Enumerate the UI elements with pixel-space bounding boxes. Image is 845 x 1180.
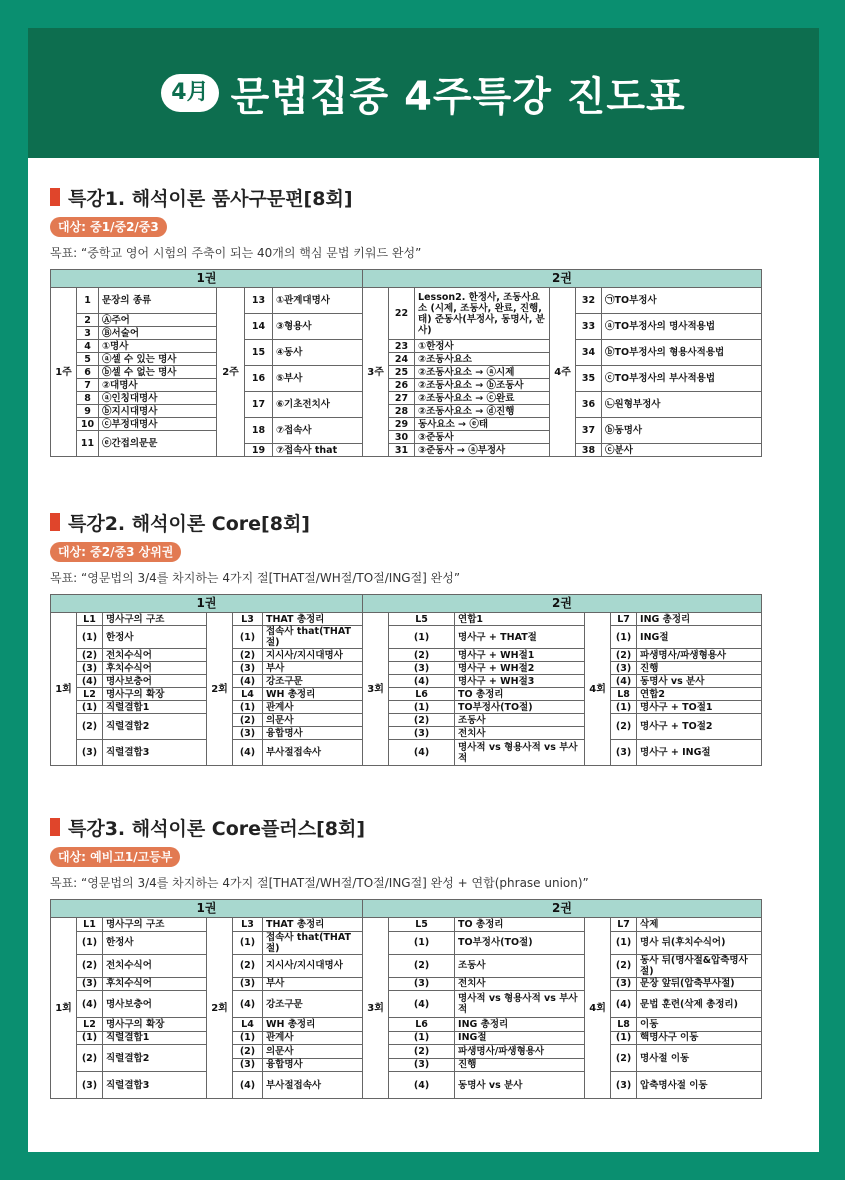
item-number: (4) (233, 991, 263, 1018)
item-number: 5 (77, 353, 99, 366)
item-number: 4 (77, 340, 99, 353)
table-row (51, 701, 762, 714)
item-text: 명사구 + THAT절 (455, 626, 585, 649)
item-number: (4) (389, 740, 455, 766)
item-text: 진행 (637, 662, 762, 675)
item-text: 명사구 + ING절 (637, 740, 762, 766)
item-number: 26 (389, 379, 415, 392)
item-text: ⓒTO부정사의 부사적용법 (602, 366, 762, 392)
item-number: 25 (389, 366, 415, 379)
item-number: 11 (77, 431, 99, 457)
item-text: TO 총정리 (455, 688, 585, 701)
item-number: L6 (389, 688, 455, 701)
schedule-table-1 (50, 269, 762, 457)
item-text: ⓐTO부정사의 명사적용법 (602, 314, 762, 340)
item-text: ⑦접속사 (273, 418, 363, 444)
item-number: (1) (77, 701, 103, 714)
item-number: (3) (611, 977, 637, 991)
table-row (51, 1045, 762, 1059)
item-text: 명사구 + WH절2 (455, 662, 585, 675)
item-text: ⓑTO부정사의 형용사적용법 (602, 340, 762, 366)
item-text: 명사구 + WH절1 (455, 649, 585, 662)
item-number: (1) (233, 931, 263, 954)
item-number: (4) (233, 675, 263, 688)
item-text: 명사절 이동 (637, 1045, 762, 1072)
item-number: 1 (77, 288, 99, 314)
item-number: (2) (233, 954, 263, 977)
item-text: 명사보충어 (103, 991, 207, 1018)
item-text: 동명사 vs 분사 (455, 1072, 585, 1099)
item-number: 30 (389, 431, 415, 444)
item-number: 24 (389, 353, 415, 366)
item-number: (2) (77, 714, 103, 740)
item-number: 32 (576, 288, 602, 314)
schedule-table-3 (50, 899, 762, 1099)
item-text: 후치수식어 (103, 977, 207, 991)
item-number: 29 (389, 418, 415, 431)
item-number: (4) (233, 1072, 263, 1099)
item-text: 강조구문 (263, 675, 363, 688)
schedule-table-2 (50, 594, 762, 766)
book-1-header: 1권 (51, 595, 363, 613)
page-header (28, 28, 819, 158)
item-text: THAT 총정리 (263, 918, 363, 932)
item-text: 명사구 + TO절2 (637, 714, 762, 740)
item-number: 10 (77, 418, 99, 431)
item-number: L1 (77, 613, 103, 626)
item-number: (4) (233, 740, 263, 766)
month-badge: 4月 (161, 74, 218, 112)
item-text: 명사구의 확장 (103, 688, 207, 701)
item-number: (2) (611, 714, 637, 740)
item-number: L3 (233, 918, 263, 932)
item-text: 관계사 (263, 1031, 363, 1045)
item-text: 동사 뒤(명사절&압축명사절) (637, 954, 762, 977)
table-row (51, 931, 762, 954)
item-text: 관계사 (263, 701, 363, 714)
item-text: Ⓐ주어 (99, 314, 217, 327)
item-text: 파생명사/파생형용사 (455, 1045, 585, 1059)
week-label: 2회 (207, 613, 233, 766)
table-row (51, 392, 762, 405)
item-text: 진행 (455, 1058, 585, 1072)
book-2-header: 2권 (363, 900, 762, 918)
item-number: (3) (233, 977, 263, 991)
table-row (51, 1031, 762, 1045)
item-text: ③준동사 (415, 431, 550, 444)
item-text: 후치수식어 (103, 662, 207, 675)
table-row (51, 688, 762, 701)
item-text: ING절 (637, 626, 762, 649)
item-text: ⓒ부정대명사 (99, 418, 217, 431)
table-row (51, 662, 762, 675)
item-number: (1) (77, 931, 103, 954)
section-2 (50, 510, 762, 766)
item-number: (2) (77, 649, 103, 662)
item-text: ⓑ동명사 (602, 418, 762, 444)
week-label: 3주 (363, 288, 389, 457)
item-number: (1) (389, 701, 455, 714)
item-number: L5 (389, 918, 455, 932)
item-text: 명사구 + TO절1 (637, 701, 762, 714)
item-text: 직렬결합3 (103, 1072, 207, 1099)
item-text: 문법 훈련(삭제 총정리) (637, 991, 762, 1018)
item-number: (1) (389, 931, 455, 954)
table-header-row (51, 595, 762, 613)
item-text: 명사구의 확장 (103, 1018, 207, 1032)
table-row (51, 1072, 762, 1086)
target-badge: 대상: 중2/중3 상위권 (50, 542, 181, 562)
item-number: L2 (77, 1018, 103, 1032)
bookmark-icon (50, 818, 60, 836)
item-text: ⓐ인칭대명사 (99, 392, 217, 405)
item-text: ②조동사요소 → ⓓ진행 (415, 405, 550, 418)
item-number: 16 (245, 366, 273, 392)
item-text: ③준동사 → ⓐ부정사 (415, 444, 550, 457)
item-text: 의문사 (263, 1045, 363, 1059)
item-text: Lesson2. 한정사, 조동사요소 (시제, 조동사, 완료, 진행, 태) 준동사(부정사, 동명사, 분사) (415, 288, 550, 340)
table-row (51, 918, 762, 932)
item-text: ①명사 (99, 340, 217, 353)
item-number: (3) (77, 977, 103, 991)
item-number: L7 (611, 918, 637, 932)
item-text: ⓒ분사 (602, 444, 762, 457)
item-number: (1) (389, 1031, 455, 1045)
item-text: 접속사 that(THAT절) (263, 931, 363, 954)
item-text: 명사구의 구조 (103, 613, 207, 626)
item-number: 34 (576, 340, 602, 366)
item-number: 6 (77, 366, 99, 379)
item-number: 33 (576, 314, 602, 340)
item-number: (1) (77, 1031, 103, 1045)
item-text: ②조동사요소 → ⓑ조동사 (415, 379, 550, 392)
item-number: (4) (389, 1072, 455, 1099)
table-row (51, 613, 762, 626)
item-text: 문장 앞뒤(압축부사절) (637, 977, 762, 991)
goal-text: 목표: “영문법의 3/4를 차지하는 4가지 절[THAT절/WH절/TO절/ING절] 완성 + 연합(phrase union)” (50, 876, 589, 890)
item-number: 13 (245, 288, 273, 314)
item-text: 삭제 (637, 918, 762, 932)
item-text: 부사 (263, 662, 363, 675)
item-text: 의문사 (263, 714, 363, 727)
item-number: (4) (77, 675, 103, 688)
item-text: ⓑ셀 수 없는 명사 (99, 366, 217, 379)
week-label: 1회 (51, 613, 77, 766)
section-title-text: 특강1. 해석이론 품사구문편[8회] (68, 187, 353, 210)
item-text: 핵명사구 이동 (637, 1031, 762, 1045)
item-number: L7 (611, 613, 637, 626)
item-text: 동사요소 → ⓔ태 (415, 418, 550, 431)
item-number: 14 (245, 314, 273, 340)
item-text: 전치사 (455, 977, 585, 991)
section-3-title (50, 815, 762, 839)
item-text: 강조구문 (263, 991, 363, 1018)
table-row (51, 954, 762, 977)
item-number: (1) (611, 701, 637, 714)
item-number: L8 (611, 1018, 637, 1032)
item-text: 직렬결합3 (103, 740, 207, 766)
item-number: L5 (389, 613, 455, 626)
week-label: 3회 (363, 613, 389, 766)
item-text: WH 총정리 (263, 688, 363, 701)
table-row (51, 340, 762, 353)
item-number: (2) (233, 714, 263, 727)
item-text: THAT 총정리 (263, 613, 363, 626)
item-number: (3) (389, 977, 455, 991)
item-number: (1) (389, 626, 455, 649)
item-text: 문장의 종류 (99, 288, 217, 314)
item-text: 명사보충어 (103, 675, 207, 688)
item-text: 한정사 (103, 931, 207, 954)
item-number: (2) (389, 954, 455, 977)
item-text: 명사구의 구조 (103, 918, 207, 932)
item-text: 명사 뒤(후치수식어) (637, 931, 762, 954)
item-number: (3) (389, 1058, 455, 1072)
book-1-header: 1권 (51, 900, 363, 918)
item-number: (2) (611, 1045, 637, 1072)
table-row (51, 288, 762, 301)
section-2-title (50, 510, 762, 534)
item-text: ⓔ간접의문문 (99, 431, 217, 457)
item-text: 전치사 (455, 727, 585, 740)
item-number: 27 (389, 392, 415, 405)
item-text: 연합1 (455, 613, 585, 626)
item-text: ING절 (455, 1031, 585, 1045)
item-number: 36 (576, 392, 602, 418)
item-text: ④동사 (273, 340, 363, 366)
item-text: WH 총정리 (263, 1018, 363, 1032)
item-text: 지시사/지시대명사 (263, 649, 363, 662)
item-number: 28 (389, 405, 415, 418)
table-row (51, 1018, 762, 1032)
item-text: 조동사 (455, 714, 585, 727)
item-text: ②조동사요소 → ⓒ완료 (415, 392, 550, 405)
item-number: (3) (233, 1058, 263, 1072)
item-number: (2) (389, 649, 455, 662)
item-number: 15 (245, 340, 273, 366)
item-number: (1) (611, 1031, 637, 1045)
section-title-text: 특강2. 해석이론 Core[8회] (68, 512, 310, 535)
item-number: (1) (611, 931, 637, 954)
item-text: 부사 (263, 977, 363, 991)
item-number: (1) (77, 626, 103, 649)
item-number: L6 (389, 1018, 455, 1032)
item-number: (2) (233, 1045, 263, 1059)
target-badge: 대상: 예비고1/고등부 (50, 847, 180, 867)
table-row (51, 977, 762, 991)
week-label: 4회 (585, 613, 611, 766)
item-text: 한정사 (103, 626, 207, 649)
item-number: 35 (576, 366, 602, 392)
section-1-title (50, 185, 762, 209)
item-number: 23 (389, 340, 415, 353)
goal-text: 목표: “중학교 영어 시험의 주축이 되는 40개의 핵심 문법 키워드 완성” (50, 246, 422, 260)
table-row (51, 418, 762, 431)
item-text: 직렬결합1 (103, 701, 207, 714)
page-title: 문법집중 4주특강 진도표 (230, 73, 686, 120)
item-text: 부사절접속사 (263, 1072, 363, 1099)
item-number: 3 (77, 327, 99, 340)
item-number: (3) (611, 662, 637, 675)
table-row (51, 991, 762, 1005)
item-number: (4) (611, 991, 637, 1018)
item-number: (1) (233, 626, 263, 649)
table-row (51, 366, 762, 379)
item-text: 융합명사 (263, 727, 363, 740)
item-text: ⑤부사 (273, 366, 363, 392)
table-row (51, 714, 762, 727)
goal-text: 목표: “영문법의 3/4를 차지하는 4가지 절[THAT절/WH절/TO절/ING절] 완성” (50, 571, 461, 585)
week-label: 2주 (217, 288, 245, 457)
week-label: 4회 (585, 918, 611, 1099)
item-text: 지시사/지시대명사 (263, 954, 363, 977)
item-text: ①한정사 (415, 340, 550, 353)
item-number: 38 (576, 444, 602, 457)
item-number: (3) (611, 1072, 637, 1099)
item-text: 동명사 vs 분사 (637, 675, 762, 688)
item-number: (4) (389, 991, 455, 1018)
week-label: 1주 (51, 288, 77, 457)
book-2-header: 2권 (363, 595, 762, 613)
section-title-text: 특강3. 해석이론 Core플러스[8회] (68, 817, 366, 840)
item-number: (1) (233, 701, 263, 714)
item-number: (3) (77, 662, 103, 675)
table-row (51, 626, 762, 649)
book-2-header: 2권 (363, 270, 762, 288)
item-text: 명사적 vs 형용사적 vs 부사적 (455, 991, 585, 1018)
book-1-header: 1권 (51, 270, 363, 288)
table-row (51, 740, 762, 753)
bookmark-icon (50, 188, 60, 206)
item-number: (2) (389, 714, 455, 727)
item-number: 37 (576, 418, 602, 444)
item-text: 접속사 that(THAT절) (263, 626, 363, 649)
item-number: (4) (611, 675, 637, 688)
item-number: L4 (233, 688, 263, 701)
item-number: 2 (77, 314, 99, 327)
item-text: 명사구 + WH절3 (455, 675, 585, 688)
item-text: TO부정사(TO절) (455, 931, 585, 954)
week-label: 4주 (550, 288, 576, 457)
item-number: 18 (245, 418, 273, 444)
item-number: 7 (77, 379, 99, 392)
item-number: 22 (389, 288, 415, 340)
item-number: (3) (233, 727, 263, 740)
table-row (51, 649, 762, 662)
item-number: (3) (389, 727, 455, 740)
item-number: (2) (611, 954, 637, 977)
item-text: 이동 (637, 1018, 762, 1032)
item-text: ①관계대명사 (273, 288, 363, 314)
item-number: 17 (245, 392, 273, 418)
week-label: 3회 (363, 918, 389, 1099)
item-number: 9 (77, 405, 99, 418)
item-text: ⓐ셀 수 있는 명사 (99, 353, 217, 366)
item-number: L3 (233, 613, 263, 626)
section-1 (50, 185, 762, 457)
item-text: ⑦접속사 that (273, 444, 363, 457)
item-number: (3) (611, 740, 637, 766)
item-text: 조동사 (455, 954, 585, 977)
item-text: ②조동사요소 → ⓐ시제 (415, 366, 550, 379)
target-badge: 대상: 중1/중2/중3 (50, 217, 167, 237)
item-text: ③형용사 (273, 314, 363, 340)
item-text: ②대명사 (99, 379, 217, 392)
item-number: L4 (233, 1018, 263, 1032)
item-text: ㉠TO부정사 (602, 288, 762, 314)
item-text: ②조동사요소 (415, 353, 550, 366)
item-text: 전치수식어 (103, 954, 207, 977)
item-text: Ⓑ서술어 (99, 327, 217, 340)
item-text: 명사적 vs 형용사적 vs 부사적 (455, 740, 585, 766)
item-text: TO 총정리 (455, 918, 585, 932)
item-text: ㉡원형부정사 (602, 392, 762, 418)
table-row (51, 675, 762, 688)
item-text: TO부정사(TO절) (455, 701, 585, 714)
item-number: (3) (77, 1072, 103, 1099)
table-header-row (51, 270, 762, 288)
item-text: ⓑ지시대명사 (99, 405, 217, 418)
item-number: (2) (389, 1045, 455, 1059)
item-number: 19 (245, 444, 273, 457)
item-text: 전치수식어 (103, 649, 207, 662)
item-text: 직렬결합2 (103, 1045, 207, 1072)
item-text: ING 총정리 (455, 1018, 585, 1032)
item-number: L2 (77, 688, 103, 701)
item-text: 직렬결합1 (103, 1031, 207, 1045)
item-text: 압축명사절 이동 (637, 1072, 762, 1099)
item-number: (3) (233, 662, 263, 675)
item-number: 8 (77, 392, 99, 405)
section-3 (50, 815, 762, 1099)
item-number: (1) (611, 626, 637, 649)
item-text: ING 총정리 (637, 613, 762, 626)
item-number: (2) (77, 954, 103, 977)
item-number: (2) (233, 649, 263, 662)
item-number: (2) (77, 1045, 103, 1072)
item-text: 부사절접속사 (263, 740, 363, 766)
item-number: (4) (389, 675, 455, 688)
item-text: 직렬결합2 (103, 714, 207, 740)
item-text: 연합2 (637, 688, 762, 701)
item-number: (3) (77, 740, 103, 766)
week-label: 1회 (51, 918, 77, 1099)
table-header-row (51, 900, 762, 918)
item-number: (1) (233, 1031, 263, 1045)
item-number: (2) (611, 649, 637, 662)
week-label: 2회 (207, 918, 233, 1099)
item-text: 파생명사/파생형용사 (637, 649, 762, 662)
item-number: (4) (77, 991, 103, 1018)
bookmark-icon (50, 513, 60, 531)
item-text: 융합명사 (263, 1058, 363, 1072)
item-text: ⑥기초전치사 (273, 392, 363, 418)
item-number: 31 (389, 444, 415, 457)
item-number: L8 (611, 688, 637, 701)
item-number: (3) (389, 662, 455, 675)
item-number: L1 (77, 918, 103, 932)
